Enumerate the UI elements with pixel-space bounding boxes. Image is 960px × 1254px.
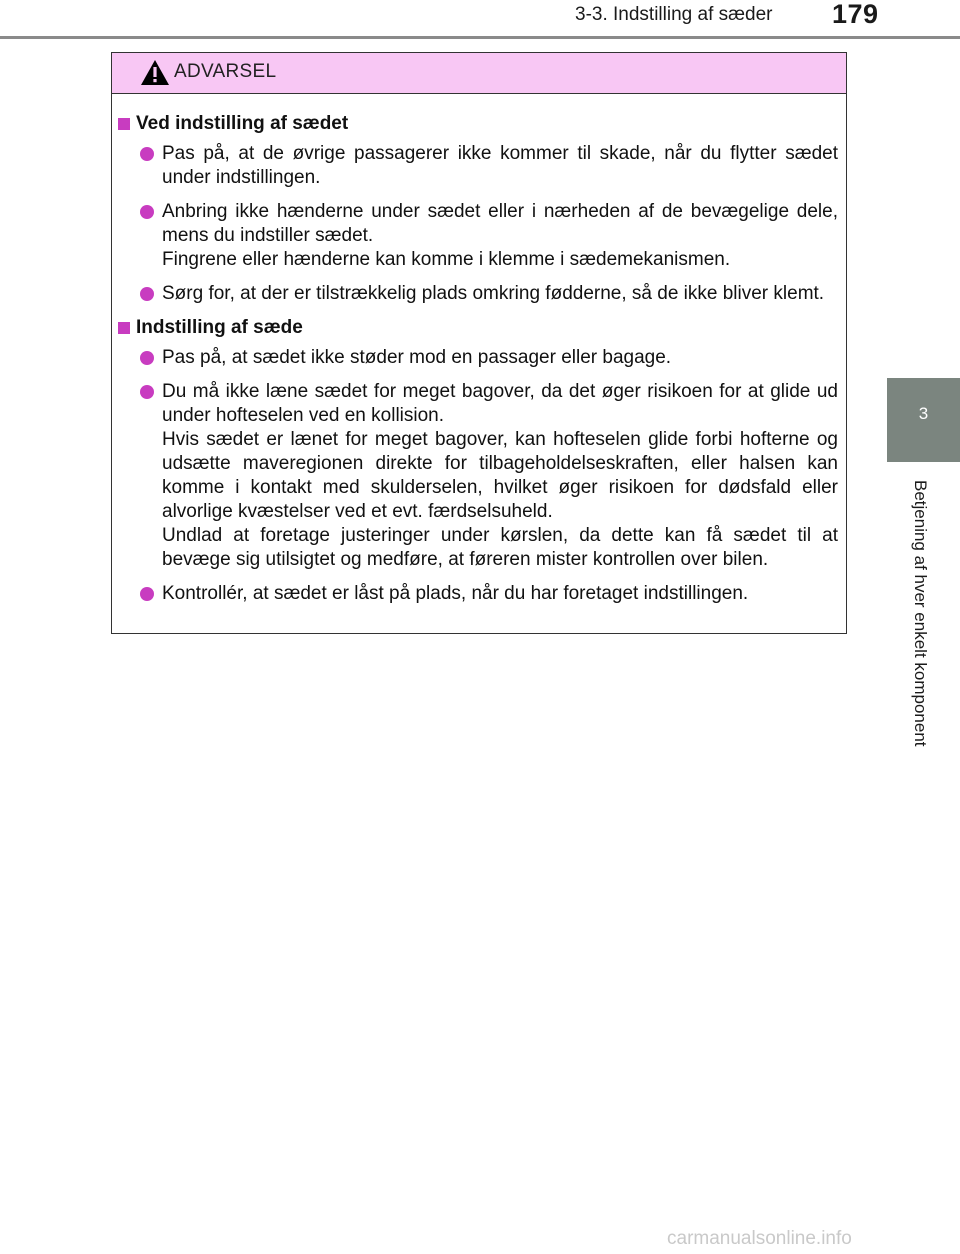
list-item-text: Du må ikke læne sædet for meget bagover, da det øger risikoen for at glide ud under hofteselen ved en kollision. — [162, 381, 838, 426]
round-bullet-icon — [140, 385, 154, 399]
page-number: 179 — [832, 0, 879, 29]
warning-box — [111, 52, 847, 634]
section-heading-text: Ved indstilling af sædet — [136, 113, 349, 134]
list-item — [118, 282, 838, 306]
round-bullet-icon — [140, 287, 154, 301]
header-rule — [0, 36, 960, 39]
warning-title: ADVARSEL — [174, 61, 277, 82]
chapter-title: Betjening af hver enkelt komponent — [911, 480, 930, 747]
round-bullet-icon — [140, 351, 154, 365]
section-heading — [118, 112, 838, 136]
section-heading-text: Indstilling af sæde — [136, 317, 303, 338]
list-item — [118, 142, 838, 190]
list-item-text: Hvis sædet er lænet for meget bagover, kan hofteselen glide forbi hofterne og udsætte maveregionen direkte for tilbageholdelseskraften, eller halsen kan komme i kontakt med skulderselen, hvilket øger risikoen for dødsfald eller alvorlige kvæstelser ved et evt. færdselsuheld. — [162, 429, 838, 522]
round-bullet-icon — [140, 587, 154, 601]
square-bullet-icon — [118, 118, 130, 130]
chapter-tab — [887, 378, 960, 462]
warning-triangle-icon — [140, 59, 170, 86]
round-bullet-icon — [140, 147, 154, 161]
list-item-text: Pas på, at sædet ikke støder mod en passager eller bagage. — [162, 347, 672, 368]
chapter-number: 3 — [918, 404, 929, 423]
list-item — [118, 346, 838, 370]
list-item-text: Kontrollér, at sædet er låst på plads, når du har foretaget indstillingen. — [162, 583, 749, 604]
warning-header — [112, 53, 846, 94]
watermark: carmanualsonline.info — [667, 1228, 852, 1249]
list-item-text: Pas på, at de øvrige passagerer ikke kommer til skade, når du flytter sædet under indstillingen. — [162, 143, 838, 188]
list-item-text: Undlad at foretage justeringer under kørslen, da dette kan få sædet til at bevæge sig utilsigtet og medføre, at føreren mister kontrollen over bilen. — [162, 525, 838, 570]
list-item — [118, 200, 838, 272]
square-bullet-icon — [118, 322, 130, 334]
list-item-text: Fingrene eller hænderne kan komme i klemme i sædemekanismen. — [162, 249, 731, 270]
list-item — [118, 380, 838, 572]
section-title: 3-3. Indstilling af sæder — [575, 4, 773, 25]
list-item — [118, 582, 838, 606]
list-item-text: Anbring ikke hænderne under sædet eller i nærheden af de bevægelige dele, mens du indstiller sædet. — [162, 201, 838, 246]
round-bullet-icon — [140, 205, 154, 219]
warning-body — [112, 94, 846, 606]
section-heading — [118, 316, 838, 340]
list-item-text: Sørg for, at der er tilstrækkelig plads omkring fødderne, så de ikke bliver klemt. — [162, 283, 825, 304]
